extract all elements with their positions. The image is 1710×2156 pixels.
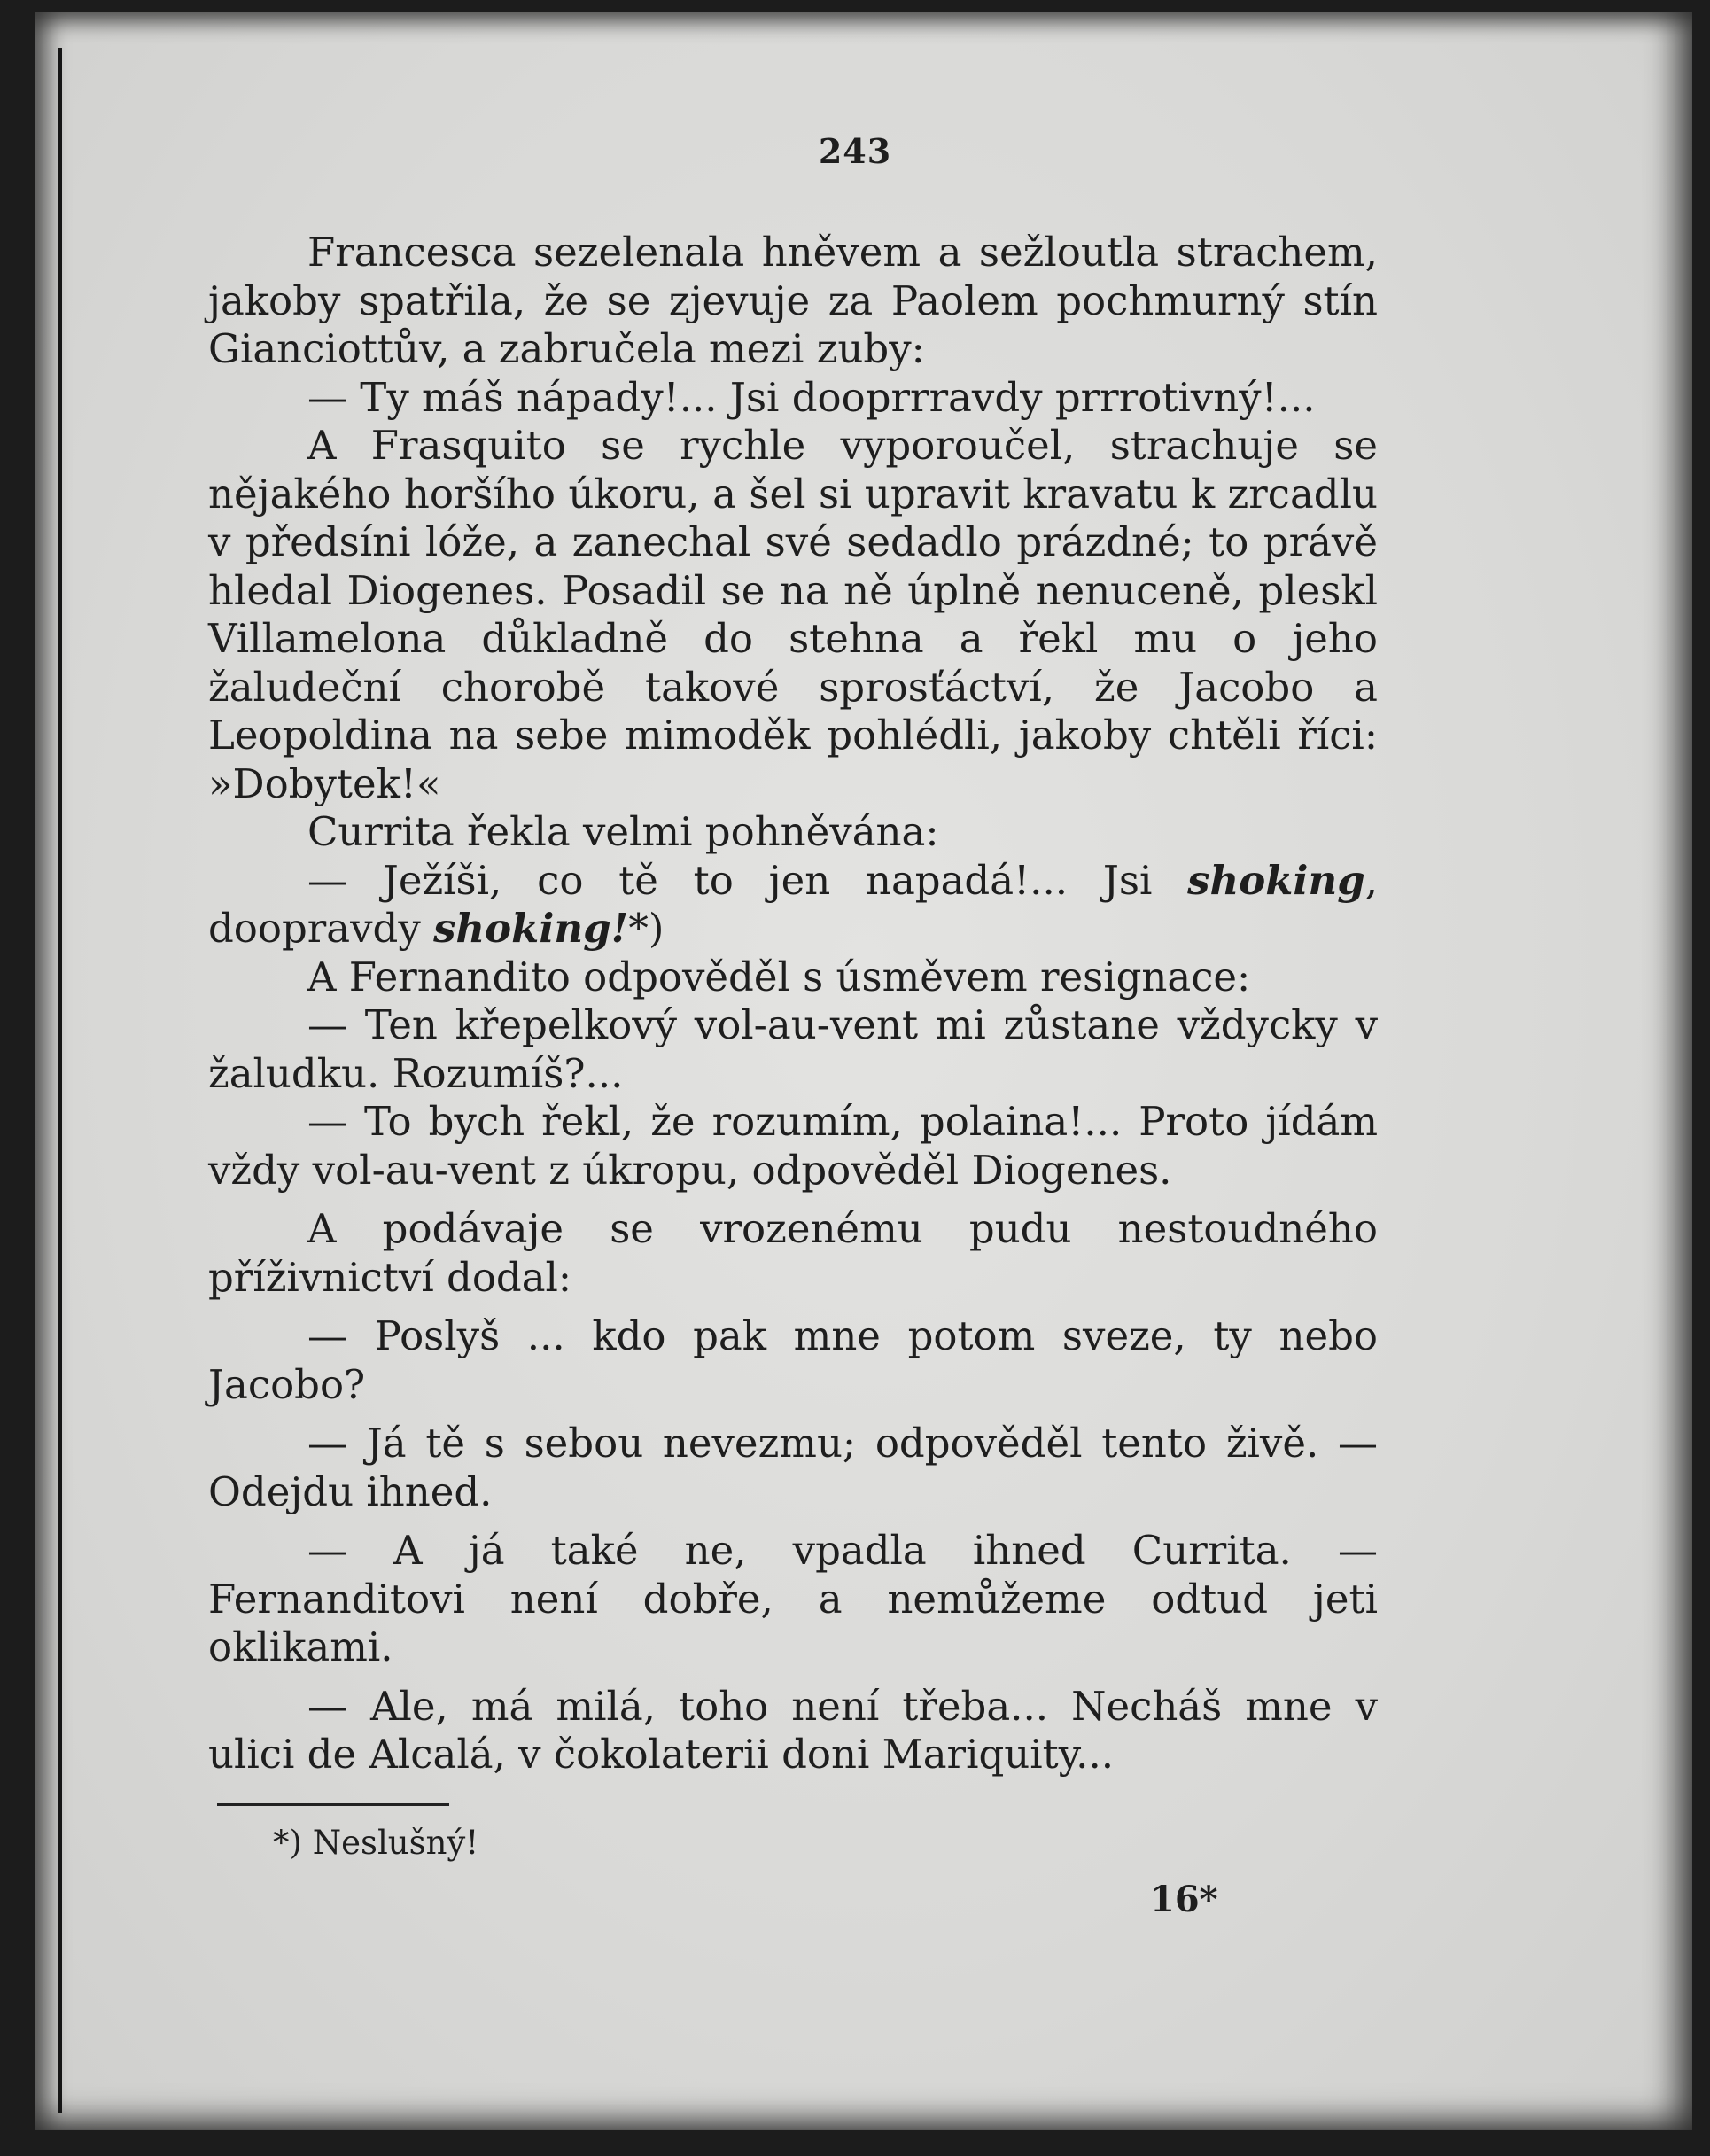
footnote-divider — [217, 1803, 449, 1806]
footnote: *) Neslušný! — [273, 1824, 479, 1862]
paragraph-4: Currita řekla velmi pohněvána: — [307, 808, 939, 855]
currita-after: *) — [628, 905, 665, 952]
binding-edge — [58, 48, 62, 2113]
paragraph-7: — Ten křepelkový vol-au-vent mi zůstane vždycky v žaludku. Rozumíš?... — [208, 1001, 1378, 1097]
currita-middle: , doopravdy — [208, 856, 1378, 952]
paragraph-2: — Ty máš nápady!... Jsi dooprrravdy prrrotivný!... — [307, 373, 1316, 421]
paragraph-1: Francesca sezelenala hněvem a sežloutla strachem, jakoby spatřila, že se zjevuje za Paolem pochmurný stín Gianciottův, a zabručela mezi zuby: — [208, 229, 1378, 372]
currita-before: — Ježíši, co tě to jen napadá!... Jsi — [307, 856, 1188, 904]
paragraph-6: A Fernandito odpověděl s úsměvem resignace: — [307, 953, 1251, 1000]
paragraph-3: A Frasquito se rychle vyporoučel, strachuje se nějakého horšího úkoru, a šel si upravit kravatu k zrcadlu v předsíni lóže, a zanechal své sedadlo prázdné; to právě hledal Diogenes. Posadil se na ně úplně nenuceně, pleskl Villamelona důkladně do stehna a řekl mu o jeho žaludeční chorobě takové sprosťáctví, že Jacobo a Leopoldina na sebe mimoděk pohlédli, jakoby chtěli říci: »Dobytek!« — [208, 422, 1378, 807]
signature-mark: 16* — [1150, 1879, 1218, 1920]
paragraph-5 — [208, 857, 1378, 953]
paragraph-10: — Poslyš ... kdo pak mne potom sveze, ty nebo Jacobo? — [208, 1312, 1378, 1408]
paragraph-8: — To bych řekl, že rozumím, polaina!... Proto jídám vždy vol-au-vent z úkropu, odpověděl Diogenes. — [208, 1098, 1378, 1194]
paragraph-13: — Ale, má milá, toho není třeba... Necháš mne v ulici de Alcalá, v čokolaterii doni Mariquity... — [208, 1682, 1378, 1778]
body-text — [208, 229, 1378, 1779]
page-number: 243 — [818, 131, 892, 171]
paragraph-9: A podávaje se vrozenému pudu nestoudného příživnictví dodal: — [208, 1205, 1378, 1301]
paragraph-11: — Já tě s sebou nevezmu; odpověděl tento živě. — Odejdu ihned. — [208, 1420, 1378, 1515]
currita-italic-1: shoking — [1187, 856, 1365, 904]
currita-italic-2: shoking! — [433, 905, 629, 952]
paragraph-12: — A já také ne, vpadla ihned Currita. — Fernanditovi není dobře, a nemůžeme odtud jeti oklikami. — [208, 1527, 1378, 1670]
